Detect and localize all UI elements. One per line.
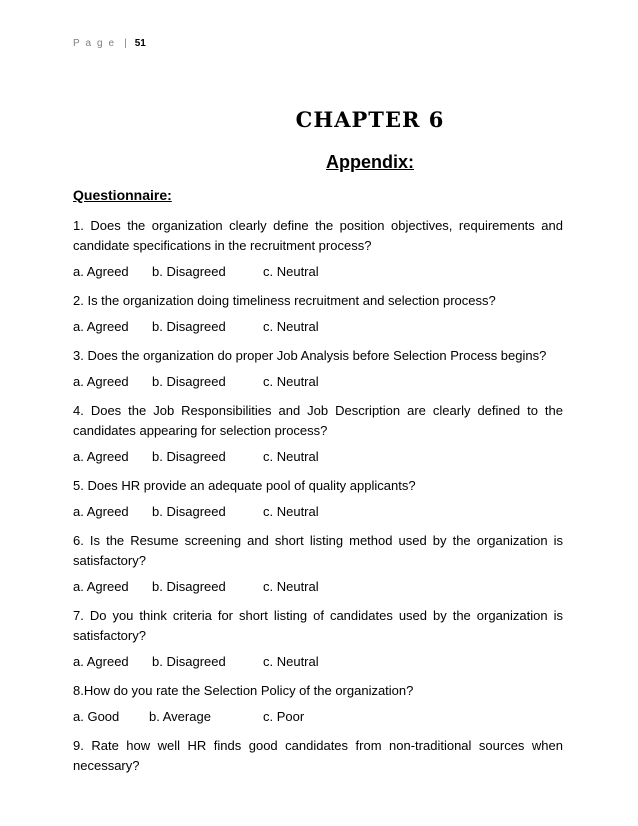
option-c: c. Neutral bbox=[263, 654, 319, 669]
option-a: a. Agreed bbox=[73, 374, 129, 389]
options-6 bbox=[73, 577, 563, 597]
option-b: b. Disagreed bbox=[152, 579, 226, 594]
page-header bbox=[73, 38, 146, 49]
options-5 bbox=[73, 502, 563, 522]
option-a: a. Agreed bbox=[73, 579, 129, 594]
option-a: a. Agreed bbox=[73, 654, 129, 669]
option-a: a. Agreed bbox=[73, 319, 129, 334]
option-c: c. Neutral bbox=[263, 319, 319, 334]
question-4: 4. Does the Job Responsibilities and Job Description are clearly defined to the candidates appearing for selection process? bbox=[73, 403, 563, 438]
option-b: b. Average bbox=[149, 709, 211, 724]
option-a: a. Agreed bbox=[73, 504, 129, 519]
question-7: 7. Do you think criteria for short listing of candidates used by the organization is satisfactory? bbox=[73, 608, 563, 643]
question-3: 3. Does the organization do proper Job Analysis before Selection Process begins? bbox=[73, 348, 547, 363]
option-b: b. Disagreed bbox=[152, 449, 226, 464]
options-4 bbox=[73, 447, 563, 467]
options-2 bbox=[73, 317, 563, 337]
option-b: b. Disagreed bbox=[152, 654, 226, 669]
option-b: b. Disagreed bbox=[152, 374, 226, 389]
option-a: a. Good bbox=[73, 709, 120, 724]
question-8: 8.How do you rate the Selection Policy of the organization? bbox=[73, 683, 414, 698]
option-b: b. Disagreed bbox=[152, 319, 226, 334]
question-6: 6. Is the Resume screening and short listing method used by the organization is satisfactory? bbox=[73, 533, 563, 568]
questionnaire-body bbox=[73, 216, 563, 782]
option-c: c. Neutral bbox=[263, 264, 319, 279]
options-3 bbox=[73, 372, 563, 392]
page-separator: | bbox=[124, 38, 129, 49]
option-c: c. Neutral bbox=[263, 504, 319, 519]
option-c: c. Poor bbox=[263, 709, 305, 724]
option-c: c. Neutral bbox=[263, 374, 319, 389]
option-a: a. Agreed bbox=[73, 264, 129, 279]
options-1 bbox=[73, 262, 563, 282]
option-a: a. Agreed bbox=[73, 449, 129, 464]
questionnaire-title: Questionnaire: bbox=[73, 187, 172, 203]
question-9: 9. Rate how well HR finds good candidates from non-traditional sources when necessary? bbox=[73, 738, 563, 773]
question-1: 1. Does the organization clearly define the position objectives, requirements and candidate specifications in the recruitment process? bbox=[73, 218, 563, 253]
page-number: 51 bbox=[134, 38, 146, 49]
option-b: b. Disagreed bbox=[152, 264, 226, 279]
option-c: c. Neutral bbox=[263, 449, 319, 464]
page-label: P a g e bbox=[73, 38, 116, 49]
options-7 bbox=[73, 652, 563, 672]
chapter-title: CHAPTER 6 bbox=[295, 107, 445, 132]
options-8 bbox=[73, 707, 563, 727]
question-2: 2. Is the organization doing timeliness recruitment and selection process? bbox=[73, 293, 496, 308]
question-5: 5. Does HR provide an adequate pool of quality applicants? bbox=[73, 478, 416, 493]
appendix-title: Appendix: bbox=[326, 152, 414, 172]
option-b: b. Disagreed bbox=[152, 504, 226, 519]
option-c: c. Neutral bbox=[263, 579, 319, 594]
